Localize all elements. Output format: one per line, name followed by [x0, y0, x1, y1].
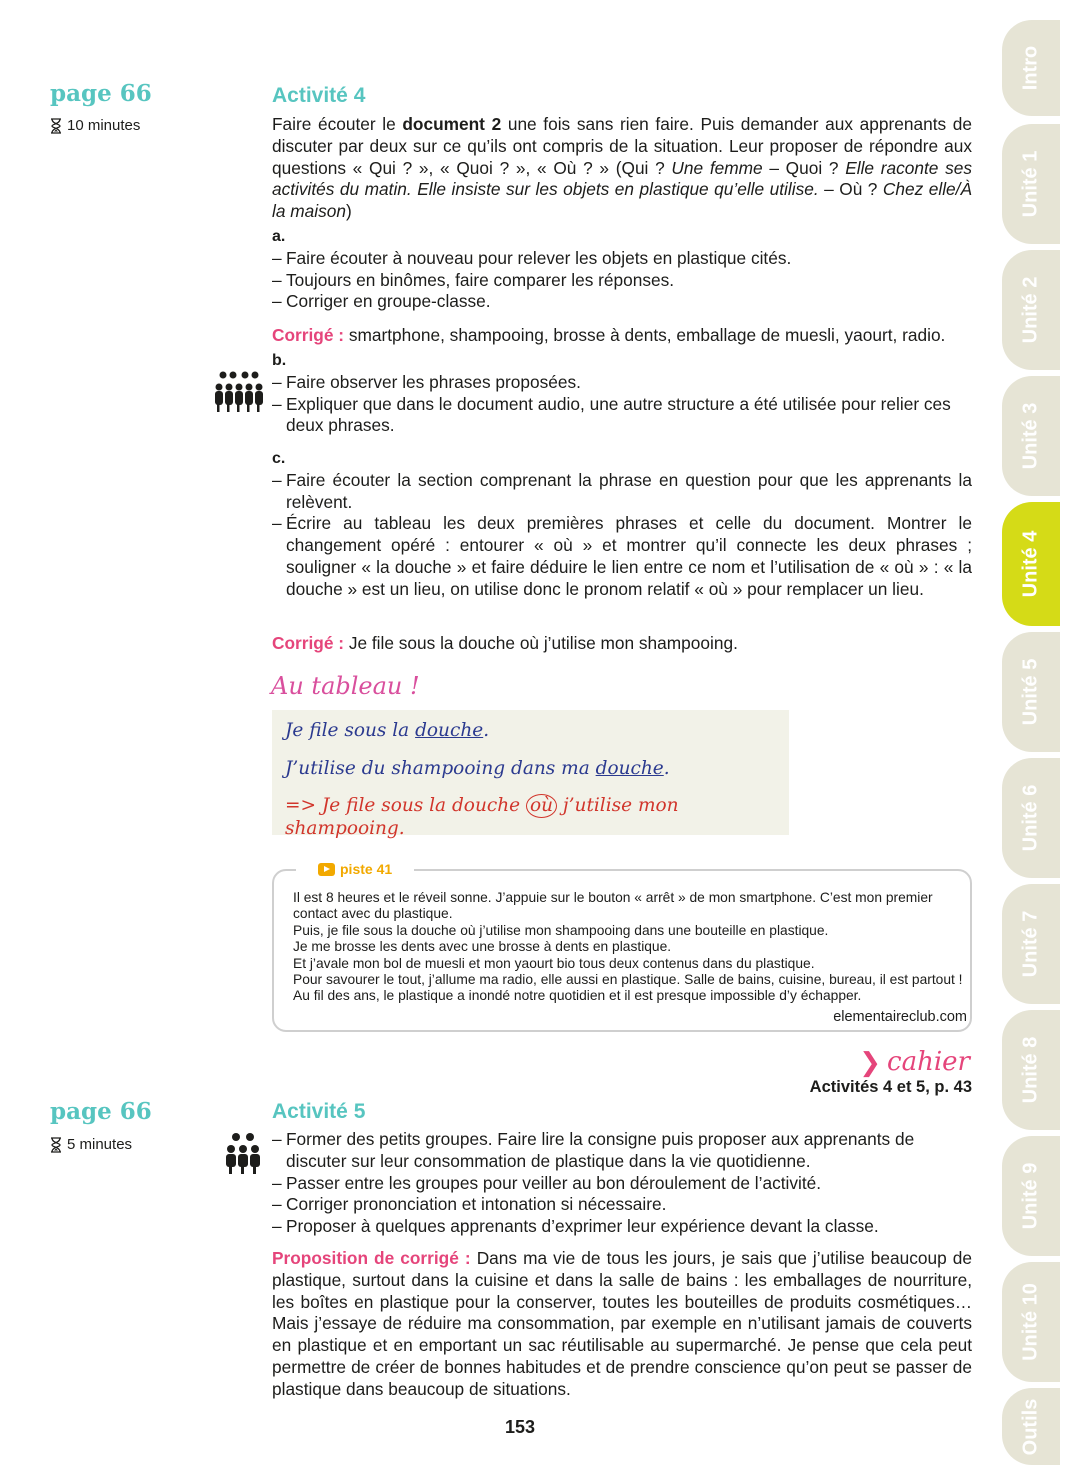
board-line-3: => Je file sous la douche où j’utilise mon shampooing.	[285, 795, 679, 839]
page-ref: page 66	[50, 80, 152, 107]
proposition-corrige: Proposition de corrigé : Dans ma vie de tous les jours, je sais que j’utilise beaucoup de plastique, surtout dans la cuisine et dans la salle de bains : les emballages de nourriture, les boîtes en plastique pour la conserver, toutes les bouteilles de produits cosmétiques… Mais j’essaye de réduire ma consommation, par exemple en n’utilisant jamais de couverts en plastique et en emportant un sac réutilisable au supermarché. Je pense que cela peut permettre de créer de bonnes habitudes et de prendre conscience qu’on peut se passer de plastique dans beaucoup de situations.	[272, 1248, 972, 1399]
list-item: – Faire écouter à nouveau pour relever les objets en plastique cités.	[272, 247, 792, 268]
duration-text: 5 minutes	[67, 1136, 133, 1153]
part-label: a.	[272, 228, 286, 245]
board-line-1: Je file sous la douche.	[285, 720, 490, 741]
tab-unite-7[interactable]: Unité 7	[1002, 884, 1060, 1004]
cahier-activities: Activités 4 et 5, p. 43	[809, 1078, 972, 1096]
hourglass-icon	[50, 118, 62, 134]
corrige-a: Corrigé : smartphone, shampooing, brosse à dents, emballage de muesli, yaourt, radio.	[272, 325, 946, 345]
part-label: c.	[272, 450, 286, 467]
board-heading: Au tableau !	[271, 672, 420, 700]
activity-4-intro: Faire écouter le document 2 une fois sans rien faire. Puis demander aux apprenants de discuter par deux sur ce qu’ils ont compris de la situation. Leur proposer de répondre aux questions « Qui ? », « Quoi ? », « Où ? » (Qui ? Une femme – Quoi ? Elle raconte ses activités du matin. Elle insiste sur les objets en plastique qu’elle utilise. – Où ? Chez elle/À la maison)	[272, 114, 973, 222]
activity-5-steps	[272, 1129, 972, 1238]
tab-unite-9[interactable]: Unité 9	[1002, 1136, 1060, 1256]
list-item: – Proposer à quelques apprenants d’exprimer leur expérience devant la classe.	[272, 1216, 879, 1237]
play-icon[interactable]	[318, 863, 335, 876]
tab-unite-4[interactable]: Unité 4	[1002, 502, 1060, 626]
activity-title: Activité 5	[272, 1100, 366, 1123]
list-item: – Former des petits groupes. Faire lire la consigne puis proposer aux apprenants de discuter sur leur consommation de plastique dans la vie quotidienne.	[272, 1129, 915, 1171]
list-item: – Toujours en binômes, faire comparer les réponses.	[272, 269, 675, 290]
list-item: – Faire écouter la section comprenant la phrase en question pour que les apprenants la relèvent.	[272, 469, 972, 512]
circled-word: où	[526, 794, 557, 818]
list-item: – Écrire au tableau les deux premières phrases et celle du document. Montrer le changement opéré : entourer « où » et montrer qu’il connecte les deux phrases ; souligner « la douche » et faire déduire le lien entre ce nom et l’utilisation de « où » : « la douche » est un lieu, on utilise donc le pronom relatif « où » pour remplacer un lieu.	[272, 513, 972, 599]
tab-unite-2[interactable]: Unité 2	[1002, 250, 1060, 370]
cahier-reference: ❯ cahier	[859, 1047, 970, 1077]
tab-unite-6[interactable]: Unité 6	[1002, 758, 1060, 878]
transcript-line: Pour savourer le tout, j’allume ma radio, elle aussi en plastique. Salle de bains, cuisine, bureau, il est partout ! Au fil des ans, le plastique a inondé notre quotidien et il est presque impossible d’y échapper.	[293, 972, 963, 1004]
corrige-c: Corrigé : Je file sous la douche où j’utilise mon shampooing.	[272, 633, 738, 653]
activity-4-part-a	[272, 226, 972, 313]
chevron-right-icon: ❯	[859, 1047, 882, 1077]
small-group-icon	[225, 1132, 261, 1174]
duration	[50, 117, 140, 134]
unit-tabs	[1002, 20, 1060, 1465]
tab-unite-5[interactable]: Unité 5	[1002, 632, 1060, 752]
duration	[50, 1136, 132, 1153]
tab-unite-8[interactable]: Unité 8	[1002, 1010, 1060, 1130]
blackboard	[272, 710, 789, 839]
page-number: 153	[504, 1417, 536, 1437]
audio-track-label[interactable]	[296, 861, 414, 877]
duration-text: 10 minutes	[67, 117, 141, 134]
activity-4-part-c	[272, 448, 972, 601]
list-item: – Faire observer les phrases proposées.	[272, 371, 581, 392]
part-label: b.	[272, 352, 287, 369]
transcript-line: Je me brosse les dents avec une brosse à dents en plastique.	[293, 939, 672, 955]
hourglass-icon	[50, 1137, 62, 1153]
track-name: piste 41	[340, 861, 393, 877]
transcript-text	[293, 890, 968, 1005]
activity-4-part-b	[272, 350, 972, 437]
transcript-line: Et j’avale mon bol de muesli et mon yaourt bio tous deux contenus dans du plastique.	[293, 955, 815, 971]
transcript-line: Il est 8 heures et le réveil sonne. J’appuie sur le bouton « arrêt » de mon smartphone. C’est mon premier contact avec du plastique.	[293, 890, 933, 922]
list-item: – Corriger prononciation et intonation si nécessaire.	[272, 1194, 667, 1215]
transcript-line: Puis, je file sous la douche où j’utilise mon shampooing dans une bouteille en plastique.	[293, 922, 829, 938]
list-item: – Passer entre les groupes pour veiller au bon déroulement de l’activité.	[272, 1172, 822, 1193]
tab-unite-3[interactable]: Unité 3	[1002, 376, 1060, 496]
tab-intro[interactable]: Intro	[1002, 20, 1060, 116]
tab-unite-10[interactable]: Unité 10	[1002, 1262, 1060, 1382]
board-line-2: J’utilise du shampooing dans ma douche.	[285, 758, 670, 779]
page-ref: page 66	[50, 1098, 152, 1125]
transcript-source: elementaireclub.com	[833, 1009, 967, 1025]
activity-title: Activité 4	[272, 84, 366, 107]
tab-outils[interactable]: Outils	[1002, 1388, 1060, 1465]
group-icon	[214, 370, 264, 412]
tab-unite-1[interactable]: Unité 1	[1002, 124, 1060, 244]
list-item: – Expliquer que dans le document audio, une autre structure a été utilisée pour relier ces deux phrases.	[272, 393, 951, 436]
list-item: – Corriger en groupe-classe.	[272, 291, 491, 312]
